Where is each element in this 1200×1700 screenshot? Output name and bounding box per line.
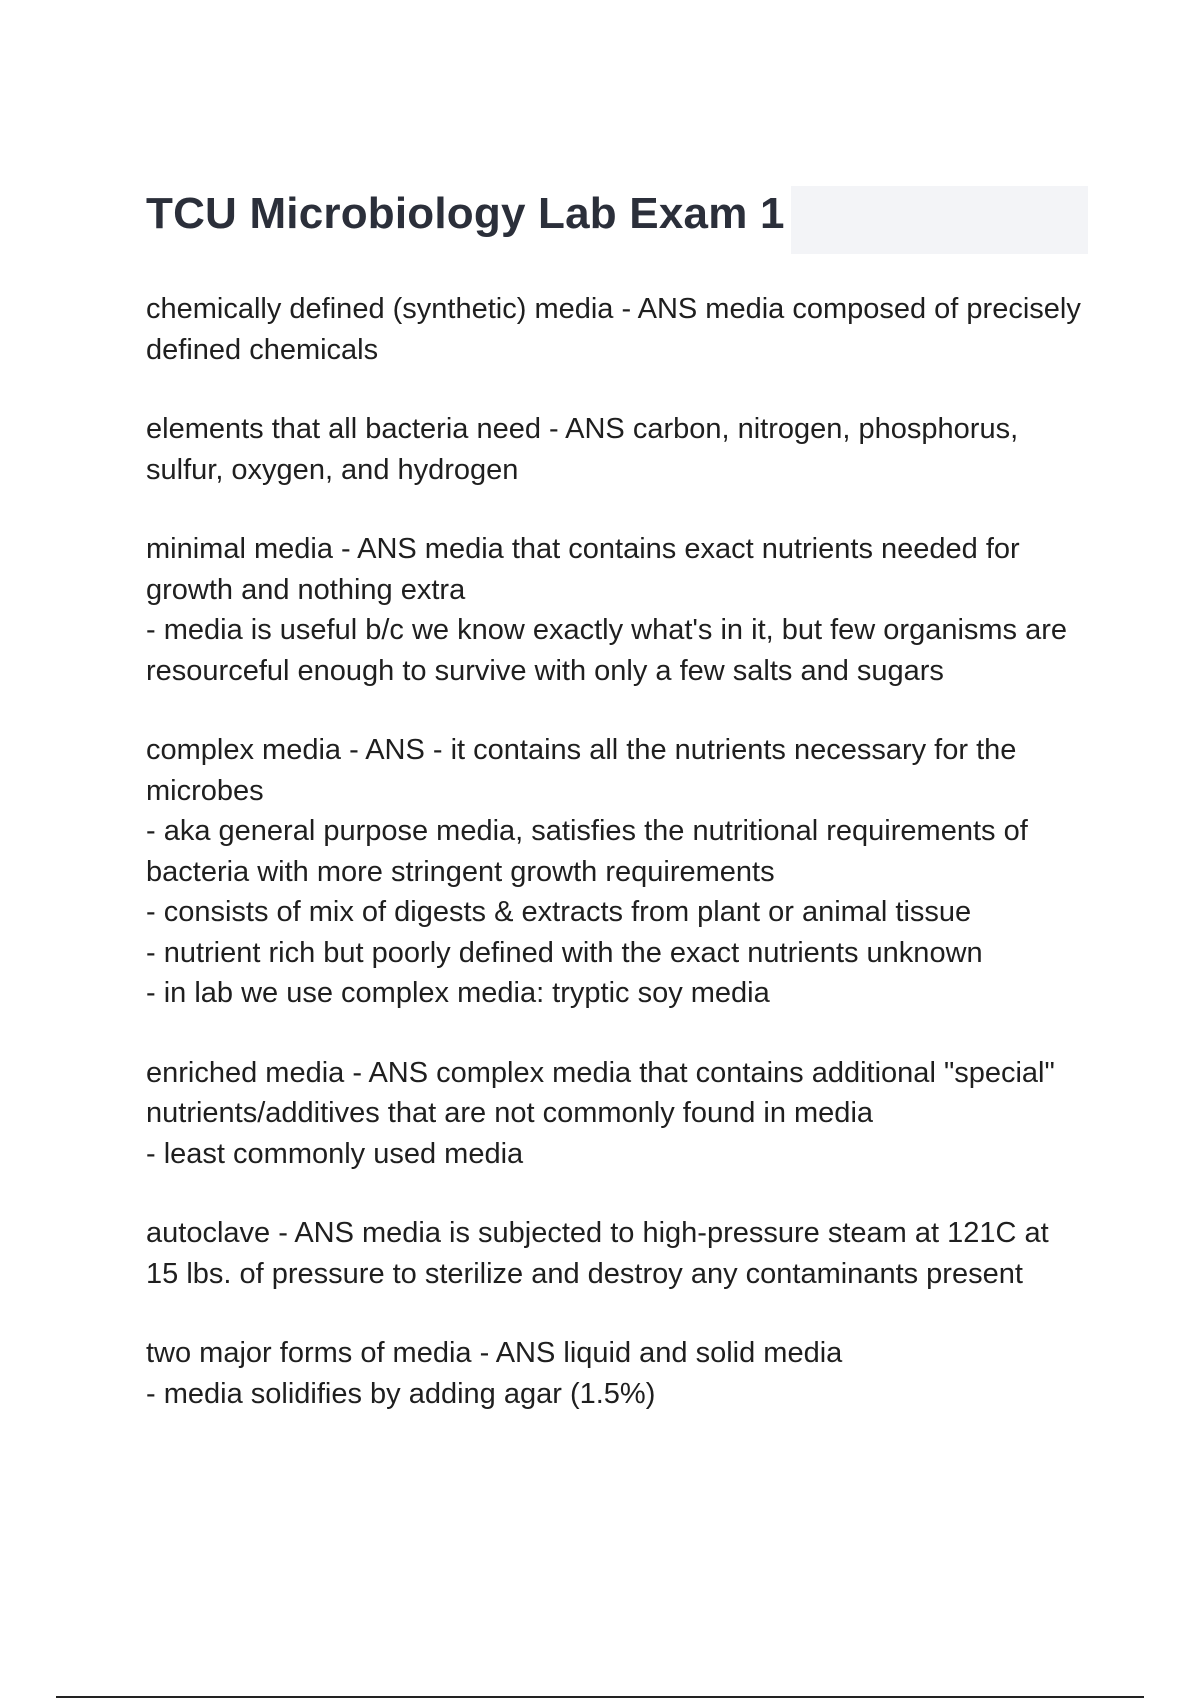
entry-two-major-forms-of-media (146, 1333, 1086, 1414)
entry-complex-media (146, 730, 1086, 1014)
entry-line: two major forms of media - ANS liquid and solid media (146, 1337, 843, 1369)
entry-enriched-media (146, 1053, 1086, 1175)
entry-chemically-defined-media (146, 289, 1086, 370)
entry-line: autoclave - ANS media is subjected to high-pressure steam at 121C at 15 lbs. of pressure to sterilize and destroy any contaminants present (146, 1217, 1049, 1290)
entry-line: - media solidifies by adding agar (1.5%) (146, 1377, 656, 1410)
entry-minimal-media (146, 529, 1086, 691)
entry-line: - consists of mix of digests & extracts from plant or animal tissue (146, 896, 972, 928)
page-title: TCU Microbiology Lab Exam 1 (146, 186, 791, 254)
entry-elements-bacteria-need (146, 409, 1086, 490)
entry-line: complex media - ANS - it contains all the nutrients necessary for the microbes (146, 734, 1017, 807)
entry-line: - media is useful b/c we know exactly what's in it, but few organisms are resourceful enough to survive with only a few salts and sugars (146, 614, 1068, 687)
entry-line: chemically defined (synthetic) media - ANS media composed of precisely defined chemicals (146, 293, 1081, 366)
entry-line: minimal media - ANS media that contains exact nutrients needed for growth and nothing extra (146, 533, 1020, 606)
entry-line: - least commonly used media (146, 1137, 524, 1170)
entry-line: elements that all bacteria need - ANS carbon, nitrogen, phosphorus, sulfur, oxygen, and hydrogen (146, 413, 1019, 486)
entry-line: - nutrient rich but poorly defined with the exact nutrients unknown (146, 936, 983, 969)
entry-line: - in lab we use complex media: tryptic soy media (146, 977, 770, 1009)
flashcard-list (146, 289, 1086, 1453)
entry-line: enriched media - ANS complex media that contains additional "special" nutrients/additives that are not commonly found in media (146, 1056, 1055, 1129)
entry-line: - aka general purpose media, satisfies the nutritional requirements of bacteria with more stringent growth requirements (146, 815, 1028, 888)
entry-autoclave (146, 1213, 1086, 1294)
page-footer-rule (56, 1696, 1144, 1698)
